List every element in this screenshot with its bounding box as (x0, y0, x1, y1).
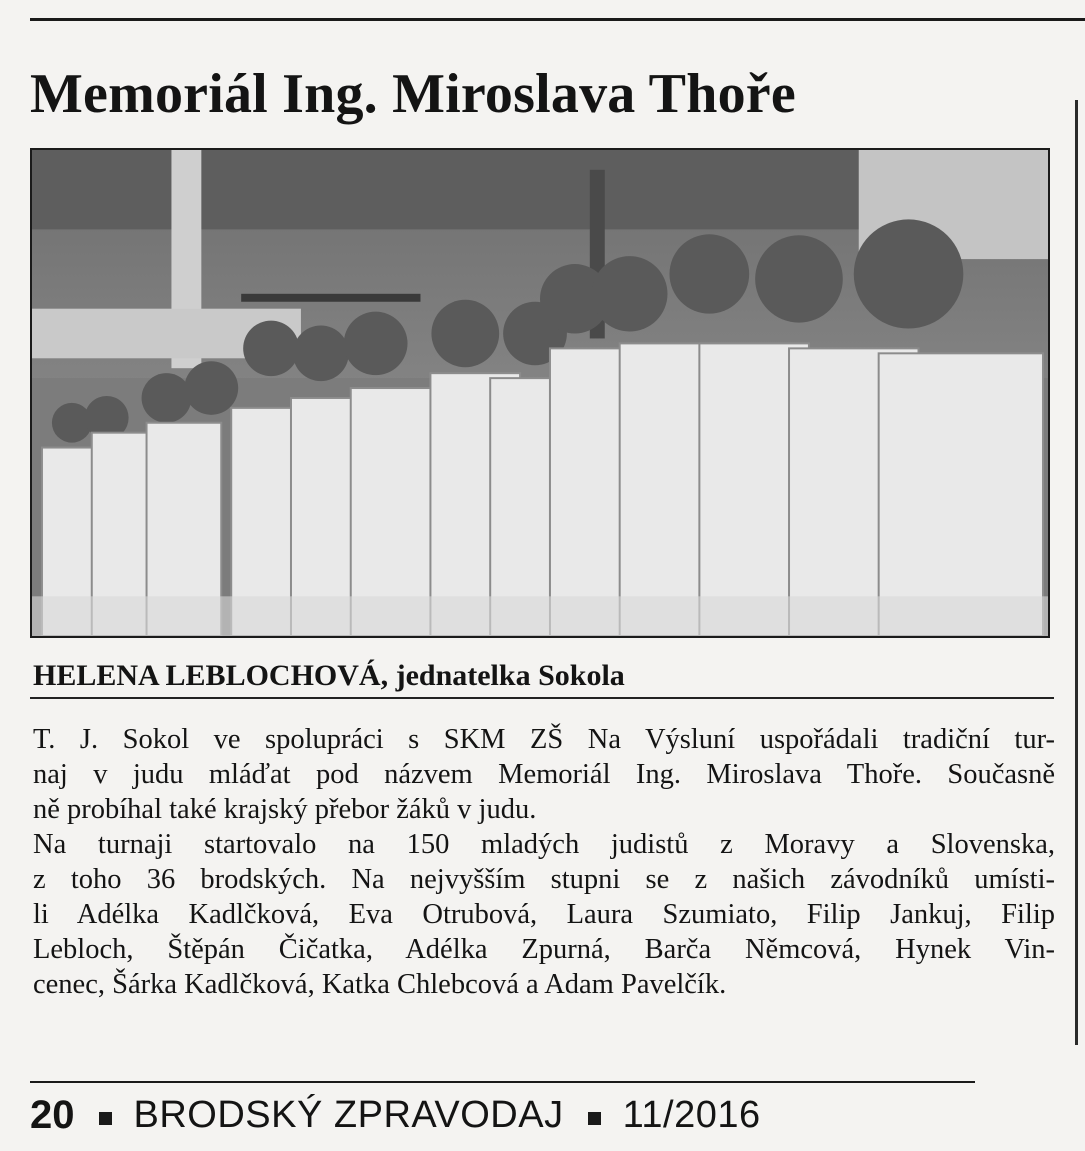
body-line: naj v judu mláďat pod názvem Memoriál Ing. Miroslava Thoře. Současně (33, 759, 1055, 790)
column-rule (1075, 100, 1078, 1045)
body-line: ně probíhal také krajský přebor žáků v judu. (33, 794, 537, 825)
footer-rule (30, 1081, 975, 1083)
judo-children-photo (32, 150, 1048, 636)
body-line: Lebloch, Štěpán Čičatka, Adélka Zpurná, Barča Němcová, Hynek Vin- (33, 934, 1055, 965)
byline-rule (30, 697, 1054, 699)
body-line: z toho 36 brodských. Na nejvyšším stupni se z našich závodníků umísti- (33, 864, 1055, 895)
page-footer (30, 1090, 761, 1140)
article-headline: Memoriál Ing. Miroslava Thoře (30, 63, 796, 125)
top-rule (30, 18, 1085, 21)
body-line: Na turnaji startovalo na 150 mladých judistů z Moravy a Slovenska, (33, 829, 1055, 860)
article-byline: HELENA LEBLOCHOVÁ, jednatelka Sokola (33, 659, 625, 692)
body-line: li Adélka Kadlčková, Eva Otrubová, Laura Szumiato, Filip Jankuj, Filip (33, 899, 1055, 930)
square-bullet-icon (99, 1112, 112, 1125)
square-bullet-icon (588, 1112, 601, 1125)
publication-name: BRODSKÝ ZPRAVODAJ (133, 1094, 564, 1136)
article-photo (30, 148, 1050, 638)
issue-number: 11/2016 (622, 1094, 761, 1136)
body-line: T. J. Sokol ve spolupráci s SKM ZŠ Na Výsluní uspořádali tradiční tur- (33, 724, 1055, 755)
page-number: 20 (30, 1093, 75, 1137)
article-body (33, 722, 1055, 1002)
body-line: cenec, Šárka Kadlčková, Katka Chlebcová a Adam Pavelčík. (33, 969, 727, 1000)
